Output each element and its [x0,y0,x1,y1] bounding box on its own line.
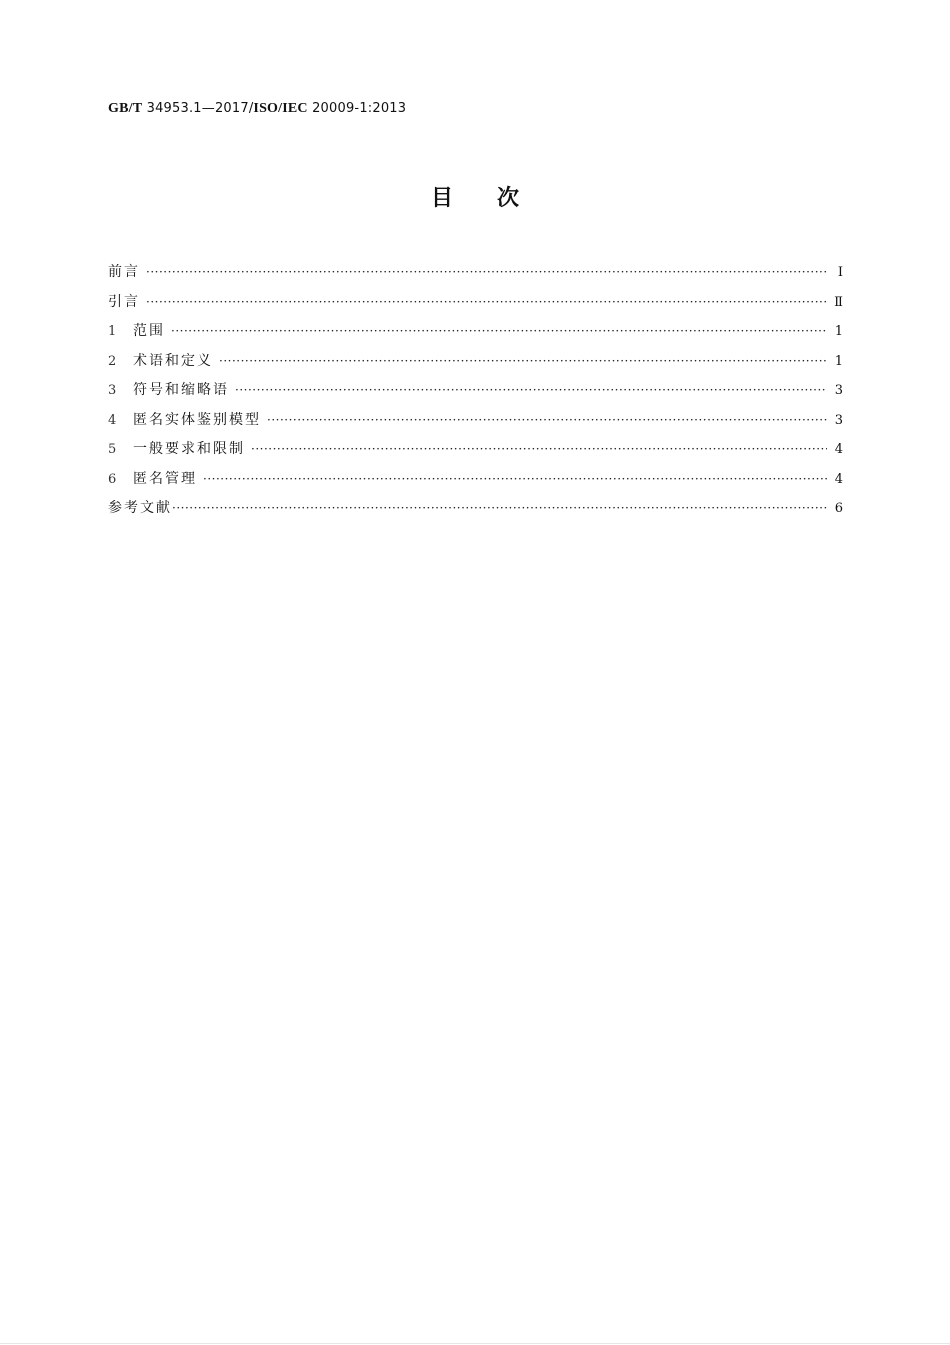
toc-leader-dots [251,435,827,465]
standard-number-header [108,100,406,117]
toc-leader-dots [203,465,827,495]
toc-leader-dots [219,347,827,377]
toc-entry-label: 引言 [108,293,140,310]
toc-entry-page: 3 [834,412,843,428]
toc-entry-terms[interactable] [108,347,843,377]
toc-leader-dots [267,406,827,436]
toc-entry-number: 2 [108,353,117,369]
toc-entry-label: 匿名管理 [133,470,197,487]
toc-leader-dots [146,258,827,288]
toc-entry-label: 符号和缩略语 [133,382,229,398]
toc-entry-page: 1 [834,353,843,369]
toc-entry-management[interactable] [108,465,843,495]
standard-code-iso: ISO/IEC [253,101,308,116]
toc-entry-scope[interactable] [108,317,843,347]
toc-entry-number: 4 [108,412,117,428]
toc-entry-page: 1 [834,324,843,339]
toc-entry-number: 3 [108,383,117,398]
toc-entry-number: 5 [108,442,117,457]
toc-entry-requirements[interactable] [108,435,843,465]
toc-entry-label: 前言 [108,264,140,280]
toc-entry-page: 3 [834,383,843,398]
page-bottom-divider [0,1343,950,1344]
toc-entry-foreword[interactable] [108,258,843,288]
toc-entry-label: 术语和定义 [133,352,213,369]
standard-number-iso: 20009-1:2013 [307,101,407,116]
toc-leader-dots [146,288,827,318]
toc-leader-dots [171,317,827,347]
toc-entry-label: 一般要求和限制 [133,441,245,457]
toc-entry-introduction[interactable] [108,288,843,318]
toc-entry-symbols[interactable] [108,376,843,406]
toc-entry-page: 6 [834,501,843,516]
standard-number-gb: 34953.1—2017/ [142,101,254,116]
standard-code-gbt: GB/T [108,101,143,116]
toc-entry-number: 6 [108,471,117,487]
toc-title: 目次 [430,186,563,211]
toc-entry-bibliography[interactable] [108,494,843,524]
toc-entry-label: 匿名实体鉴别模型 [133,411,261,428]
toc-leader-dots [172,494,827,524]
toc-entry-page: Ⅱ [834,294,843,310]
toc-entry-label: 参考文献 [108,500,172,516]
toc-entry-page: 4 [834,442,843,457]
toc-leader-dots [235,376,827,406]
toc-entry-number: 1 [108,324,117,339]
table-of-contents [108,258,843,524]
toc-entry-page: Ⅰ [837,265,843,280]
toc-entry-page: 4 [834,471,843,487]
toc-entry-model[interactable] [108,406,843,436]
toc-entry-label: 范围 [133,323,165,339]
